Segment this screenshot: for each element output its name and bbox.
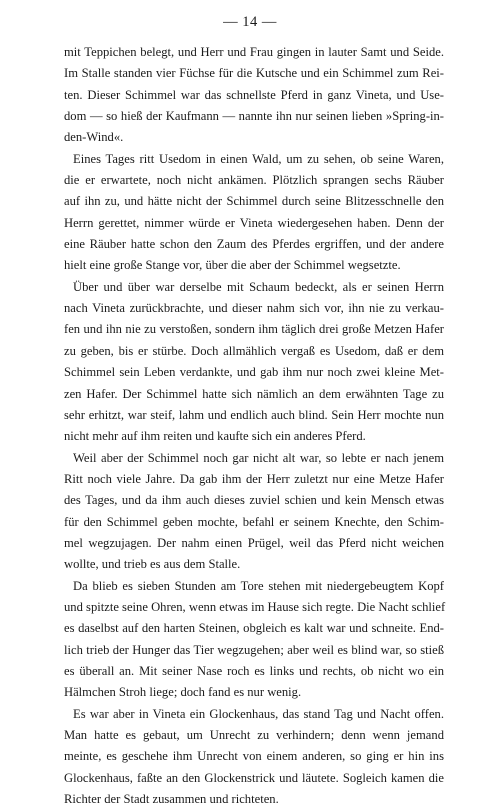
- paragraph: [64, 576, 444, 704]
- text-line: die er erwartete, noch nicht ankämen. Plötzlich sprangen sechs Räuber: [64, 173, 444, 188]
- text-line: fen und ihn nie zu verstoßen, sondern ihm täglich drei große Metzen Hafer: [64, 322, 444, 337]
- text-line: es daselbst auf den harten Steinen, obgleich es kalt war und schneite. End-: [64, 621, 444, 636]
- text-line: nach Vineta zurückbrachte, und dieser nahm sich vor, ihn nie zu verkau-: [64, 301, 444, 316]
- body-text: [64, 42, 444, 810]
- text-line: meinte, es geschehe ihm Unrecht von einem anderen, so ging er hin ins: [64, 749, 444, 764]
- text-line: Man hatte es gebaut, um Unrecht zu verhindern; denn wenn jemand: [64, 728, 444, 742]
- text-line: zen Hafer. Der Schimmel hatte sich nämlich an dem erwähnten Tage zu: [64, 386, 444, 401]
- paragraph: [64, 42, 444, 149]
- text-line: wollte, und trieb es aus dem Stalle.: [64, 557, 241, 572]
- paragraph: [64, 149, 444, 277]
- text-line: Weil aber der Schimmel noch gar nicht alt war, so lebte er nach jenem: [73, 450, 444, 465]
- text-line: mit Teppichen belegt, und Herr und Frau gingen in lauter Samt und Seide.: [64, 45, 444, 59]
- text-line: mel wegzujagen. Der nahm einen Prügel, weil das Pferd nicht weichen: [64, 535, 444, 550]
- page-number: — 14 —: [223, 14, 277, 30]
- text-line: nicht mehr auf ihm reiten und kaufte sich ein anderes Pferd.: [64, 429, 366, 444]
- text-line: für den Schimmel geben mochte, befahl er seinem Knechte, den Schim-: [64, 514, 444, 529]
- text-line: hielt eine große Stange vor, über die aber der Schimmel wegsetzte.: [64, 258, 401, 273]
- text-line: eine Räuber hatte schon den Zaum des Pferdes ergriffen, und der andere: [64, 237, 444, 252]
- text-line: Schimmel sein Leben verdankte, und gab ihm nur noch zwei kleine Met-: [64, 365, 444, 380]
- text-line: Da blieb es sieben Stunden am Tore stehen mit niedergebeugtem Kopf: [73, 578, 444, 593]
- text-line: Ritt noch viele Jahre. Da gab ihm der Herr zuletzt nur eine Metze Hafer: [64, 471, 444, 486]
- text-line: sehr erhitzt, war steif, lahm und endlich auch blind. Sein Herr mochte nun: [64, 407, 444, 422]
- text-line: Im Stalle standen vier Füchse für die Kutsche und ein Schimmel zum Rei-: [64, 66, 444, 81]
- text-line: Glockenhaus, faßte an den Glockenstrick und läutete. Sogleich kamen die: [64, 770, 444, 785]
- text-line: zu geben, bis er stürbe. Doch allmählich vergaß es Usedom, daß er dem: [64, 343, 444, 358]
- paragraph: [64, 277, 444, 448]
- text-line: des Tages, und da ihm auch dieses zuviel schien und kein Mensch etwas: [64, 493, 444, 508]
- text-line: und spitzte seine Ohren, wenn etwas im Hause sich regte. Die Nacht schlief: [64, 599, 446, 614]
- paragraph: [64, 448, 444, 576]
- text-line: ten. Dieser Schimmel war das schnellste Pferd in ganz Vineta, und Use-: [64, 87, 444, 102]
- text-line: dom — so hieß der Kaufmann — nannte ihn nur seinen lieben »Spring-in-: [64, 109, 444, 124]
- text-line: den-Wind«.: [64, 130, 124, 145]
- text-line: Herrn gerettet, nimmer würde er Vineta wiedergesehen haben. Denn der: [64, 215, 444, 230]
- text-line: lich trieb der Hunger das Tier wegzugehen; aber weil es blind war, so stieß: [64, 642, 444, 657]
- text-line: Richter der Stadt zusammen und richteten.: [64, 792, 279, 807]
- text-line: Es war aber in Vineta ein Glockenhaus, das stand Tag und Nacht offen.: [73, 706, 444, 721]
- text-line: Eines Tages ritt Usedom in einen Wald, um zu sehen, ob seine Waren,: [73, 151, 444, 166]
- paragraph: [64, 704, 444, 810]
- text-line: Hälmchen Stroh liege; doch fand es nur wenig.: [64, 685, 302, 700]
- text-line: Über und über war derselbe mit Schaum bedeckt, als er seinen Herrn: [73, 279, 444, 294]
- text-line: auf ihn zu, und hätte nicht der Schimmel durch seine Blitzesschnelle den: [64, 194, 444, 209]
- text-line: es überall an. Mit seiner Nase roch es links und rechts, ob nicht wo ein: [64, 663, 444, 678]
